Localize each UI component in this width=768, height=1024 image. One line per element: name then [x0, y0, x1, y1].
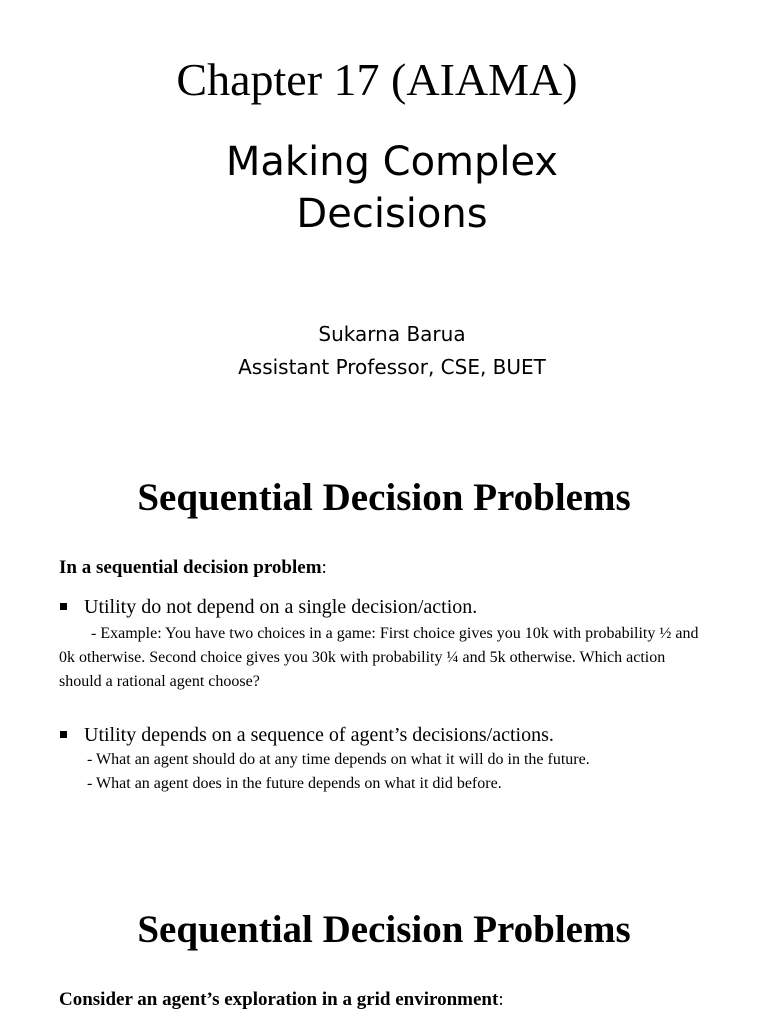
bullet-subpoint: - What an agent does in the future depends on what it did before. [87, 775, 502, 792]
bullet-item [59, 722, 739, 796]
square-bullet-icon [60, 603, 67, 610]
slide-intro-bold: Consider an agent’s exploration in a grid environment [59, 989, 499, 1010]
slide-intro-bold: In a sequential decision problem [59, 557, 322, 578]
slide-intro-colon: : [498, 989, 504, 1010]
title-slide [0, 0, 768, 420]
square-bullet-icon [60, 731, 67, 738]
presentation-title [0, 136, 768, 240]
bullet-example: - Example: You have two choices in a game: First choice gives you 10k with probability ½ and 0k otherwise. Second choice gives you 30k with probability ¼ and 5k otherwise. Which action should a rational agent choose? [59, 625, 699, 690]
author-block [0, 318, 768, 384]
bullet-text: Utility depends on a sequence of agent’s decisions/actions. [84, 724, 554, 746]
bullet-text: Utility do not depend on a single decision/action. [84, 596, 478, 618]
slide-sequential-decision-problems-2 [0, 860, 768, 1024]
slide-sequential-decision-problems-1 [0, 420, 768, 860]
slide-heading: Sequential Decision Problems [137, 908, 631, 951]
chapter-title: Chapter 17 (AIAMA) [176, 54, 578, 105]
bullet-item [59, 594, 739, 694]
slide-intro [59, 556, 327, 580]
slide-intro [59, 988, 504, 1012]
presentation-title-line-1: Making Complex [225, 139, 559, 185]
bullet-subpoint: - What an agent should do at any time depends on what it will do in the future. [87, 751, 590, 768]
presentation-title-line-2: Decisions [296, 191, 488, 237]
author-name: Sukarna Barua [318, 322, 466, 346]
author-role: Assistant Professor, CSE, BUET [238, 355, 546, 379]
slide-heading: Sequential Decision Problems [137, 476, 631, 519]
slide-intro-colon: : [321, 557, 327, 578]
